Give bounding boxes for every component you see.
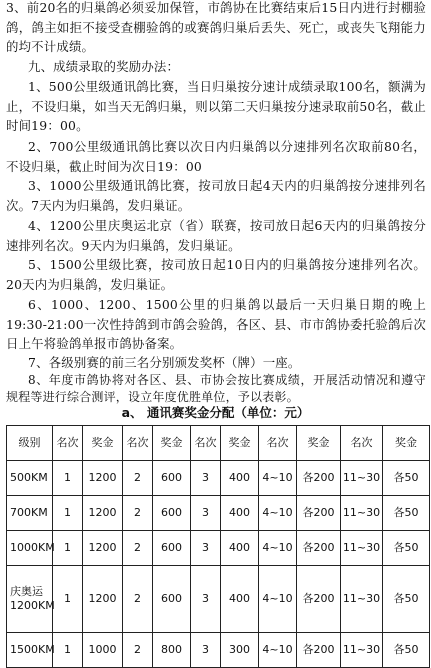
paragraph-3-1000km: 3、1000公里级通讯鸽比赛，按司放日起4天内的归巢鸽按分速排列名次。7天内为归巢鸽，发归巢证。 bbox=[6, 178, 426, 213]
table-cell: 600 bbox=[153, 496, 191, 531]
table-cell: 2 bbox=[123, 531, 153, 566]
table-cell: 庆奥运 1200KM bbox=[7, 566, 53, 633]
table-cell: 1000 bbox=[83, 633, 123, 668]
paragraph-1-500km: 1、500公里级通讯鸽比赛，当日归巢按分速计成绩录取100名，额满为止，不设归巢，如当天无鸽归巢，则以第二天归巢按分速录取前50名，截止时间19：00。 bbox=[6, 79, 426, 134]
header-cell: 奖金 bbox=[83, 426, 123, 461]
header-cell: 名次 bbox=[53, 426, 83, 461]
table-cell: 400 bbox=[221, 566, 259, 633]
header-cell: 奖金 bbox=[383, 426, 430, 461]
header-cell: 名次 bbox=[259, 426, 297, 461]
table-cell: 1000KM bbox=[7, 531, 53, 566]
table-cell: 2 bbox=[123, 633, 153, 668]
prize-table bbox=[6, 425, 430, 668]
table-cell: 2 bbox=[123, 566, 153, 633]
table-cell: 各50 bbox=[383, 531, 430, 566]
paragraph-4-1200km: 4、1200公里庆奥运北京（省）联赛，按司放日起6天内的归巢鸽按分速排列名次。9天内为归巢鸽，发归巢证。 bbox=[6, 218, 426, 253]
table-cell: 1200 bbox=[83, 531, 123, 566]
table-cell: 各50 bbox=[383, 566, 430, 633]
header-cell: 级别 bbox=[7, 426, 53, 461]
table-cell: 4~10 bbox=[259, 461, 297, 496]
table-cell: 300 bbox=[221, 633, 259, 668]
table-cell: 1200 bbox=[83, 496, 123, 531]
paragraph-8-evaluation: 8、年度市鸽协将对各区、县、市协会按比赛成绩，开展活动情况和遵守规程等进行综合测评，设立年度优胜单位，予以表彰。 bbox=[6, 373, 426, 404]
table-cell: 500KM bbox=[7, 461, 53, 496]
table-cell: 各50 bbox=[383, 461, 430, 496]
table-cell: 3 bbox=[191, 566, 221, 633]
header-cell: 奖金 bbox=[297, 426, 341, 461]
table-row bbox=[7, 531, 430, 566]
table-cell: 各200 bbox=[297, 496, 341, 531]
table-cell: 11~30 bbox=[341, 496, 383, 531]
table-cell: 3 bbox=[191, 461, 221, 496]
table-cell: 400 bbox=[221, 496, 259, 531]
table-cell: 1 bbox=[53, 633, 83, 668]
table-cell: 700KM bbox=[7, 496, 53, 531]
table-cell: 1 bbox=[53, 566, 83, 633]
header-cell: 名次 bbox=[341, 426, 383, 461]
table-cell: 4~10 bbox=[259, 633, 297, 668]
table-cell: 各200 bbox=[297, 633, 341, 668]
table-cell: 各50 bbox=[383, 496, 430, 531]
table-cell: 600 bbox=[153, 461, 191, 496]
table-cell: 11~30 bbox=[341, 633, 383, 668]
table-caption: a、 通讯赛奖金分配（单位：元） bbox=[121, 405, 310, 420]
table-cell: 1 bbox=[53, 531, 83, 566]
paragraph-6-verification: 6、1000、1200、1500公里的归巢鸽以最后一天归巢日期的晚上19:30-21:00一次性持鸽到市鸽会验鸽，各区、县、市市鸽协委托验鸽后次日上午将验鸽单报市鸽协备案。 bbox=[6, 297, 426, 352]
table-cell: 11~30 bbox=[341, 461, 383, 496]
table-cell: 4~10 bbox=[259, 496, 297, 531]
table-cell: 800 bbox=[153, 633, 191, 668]
table-row bbox=[7, 633, 430, 668]
table-cell: 2 bbox=[123, 461, 153, 496]
section-9-heading: 九、成绩录取的奖励办法： bbox=[28, 59, 180, 74]
table-cell: 1500KM bbox=[7, 633, 53, 668]
table-cell: 600 bbox=[153, 566, 191, 633]
header-cell: 奖金 bbox=[153, 426, 191, 461]
header-cell: 名次 bbox=[123, 426, 153, 461]
table-cell: 3 bbox=[191, 496, 221, 531]
table-cell: 1200 bbox=[83, 461, 123, 496]
table-cell: 各50 bbox=[383, 633, 430, 668]
table-cell: 4~10 bbox=[259, 531, 297, 566]
header-cell: 奖金 bbox=[221, 426, 259, 461]
table-cell: 400 bbox=[221, 531, 259, 566]
table-cell: 1 bbox=[53, 461, 83, 496]
table-cell: 2 bbox=[123, 496, 153, 531]
paragraph-7-trophy: 7、各级别赛的前三名分别颁发奖杯（牌）一座。 bbox=[28, 355, 301, 370]
header-cell: 名次 bbox=[191, 426, 221, 461]
paragraph-3-sealing: 3、前20名的归巢鸽必须妥加保管，市鸽协在比赛结束后15日内进行封棚验鸽，鸽主如拒不接受查棚验鸽的或赛鸽归巢后丢失、死亡，或丧失飞翔能力的均不计成绩。 bbox=[6, 0, 426, 55]
table-cell: 各200 bbox=[297, 531, 341, 566]
table-header-row bbox=[7, 426, 430, 461]
table-cell: 11~30 bbox=[341, 531, 383, 566]
table-cell: 600 bbox=[153, 531, 191, 566]
table-row bbox=[7, 566, 430, 633]
table-cell: 4~10 bbox=[259, 566, 297, 633]
table-cell: 1 bbox=[53, 496, 83, 531]
table-cell: 11~30 bbox=[341, 566, 383, 633]
paragraph-2-700km: 2、700公里级通讯鸽比赛以次日内归巢鸽以分速排列名次取前80名，不设归巢，截止时间为次日19：00 bbox=[6, 139, 426, 174]
table-cell: 3 bbox=[191, 633, 221, 668]
table-cell: 各200 bbox=[297, 461, 341, 496]
table-cell: 400 bbox=[221, 461, 259, 496]
table-row bbox=[7, 496, 430, 531]
paragraph-5-1500km: 5、1500公里级比赛，按司放日起10日内的归巢鸽按分速排列名次。20天内为归巢鸽，发归巢证。 bbox=[6, 257, 426, 292]
table-cell: 各200 bbox=[297, 566, 341, 633]
table-cell: 3 bbox=[191, 531, 221, 566]
table-cell: 1200 bbox=[83, 566, 123, 633]
table-row bbox=[7, 461, 430, 496]
